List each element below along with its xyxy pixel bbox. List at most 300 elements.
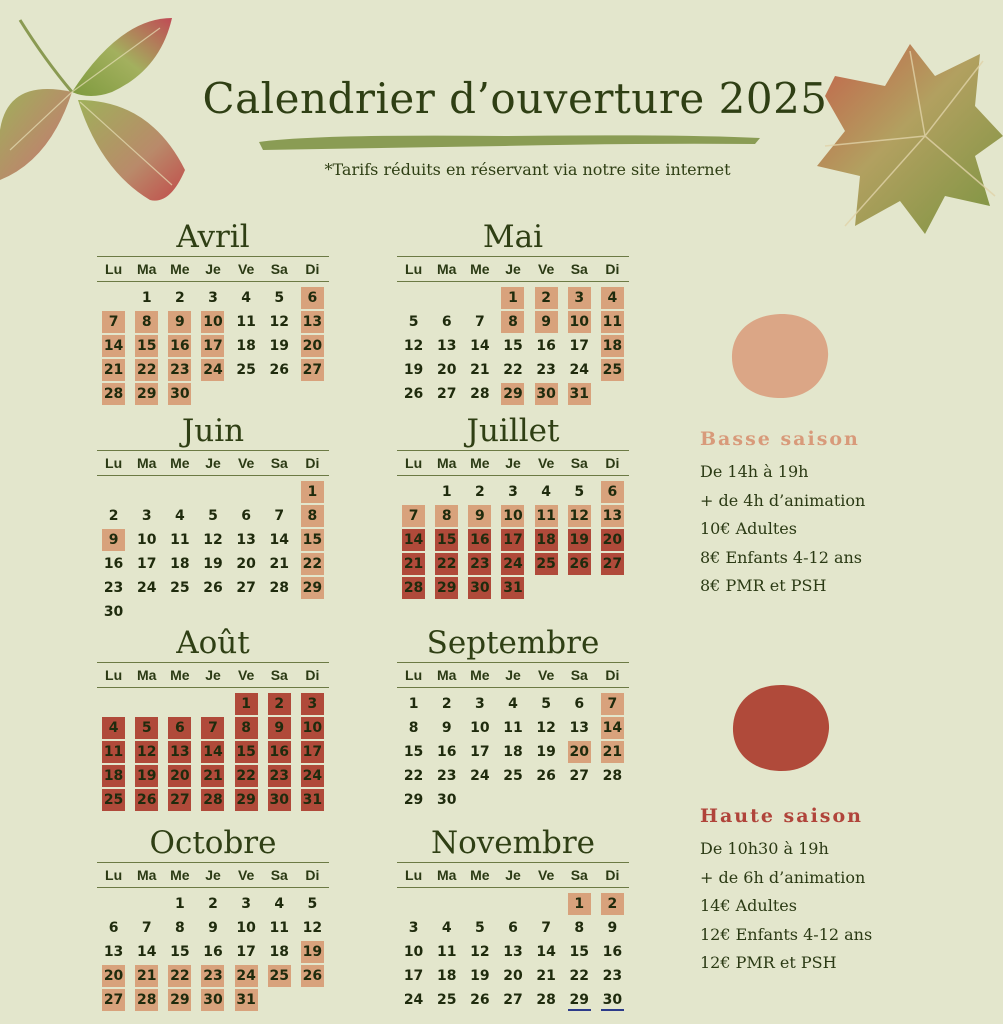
day-grid <box>397 480 629 600</box>
day-cell <box>97 788 130 812</box>
day-cell <box>563 552 596 576</box>
empty-cell <box>130 480 163 504</box>
day-cell <box>230 528 263 552</box>
day-number: 2 <box>601 893 624 915</box>
day-number: 8 <box>435 505 458 527</box>
day-cell <box>596 964 629 988</box>
day-number: 11 <box>102 741 125 763</box>
day-cell <box>530 480 563 504</box>
day-cell <box>530 964 563 988</box>
day-number: 16 <box>268 741 291 763</box>
day-number: 17 <box>501 529 524 551</box>
day-cell <box>397 382 430 406</box>
day-number: 19 <box>269 338 289 354</box>
day-number: 10 <box>501 505 524 527</box>
day-number: 5 <box>135 717 158 739</box>
day-cell <box>163 504 196 528</box>
day-cell <box>230 940 263 964</box>
day-number: 4 <box>241 290 251 306</box>
day-number: 2 <box>108 508 119 524</box>
day-number: 13 <box>436 338 457 354</box>
day-number: 1 <box>174 896 185 912</box>
month-2 <box>97 414 329 624</box>
day-number: 21 <box>601 741 624 763</box>
day-cell <box>97 916 130 940</box>
day-cell <box>230 692 263 716</box>
legend-basse-title: Basse saison <box>700 428 860 450</box>
day-cell <box>463 940 496 964</box>
day-number: 17 <box>301 741 324 763</box>
day-number: 15 <box>235 741 258 763</box>
day-number: 22 <box>168 965 191 987</box>
day-number: 11 <box>236 314 256 330</box>
day-cell <box>596 528 629 552</box>
day-number: 17 <box>569 338 589 354</box>
empty-cell <box>97 892 130 916</box>
weekday-label: Me <box>170 867 190 883</box>
day-cell <box>596 504 629 528</box>
day-cell <box>530 528 563 552</box>
month-0 <box>97 220 329 406</box>
page-title: Calendrier d’ouverture 2025 <box>202 74 828 123</box>
day-number: 21 <box>102 359 125 381</box>
day-number: 2 <box>174 290 185 306</box>
day-cell <box>97 310 130 334</box>
day-cell <box>496 764 529 788</box>
weekday-label: Je <box>205 867 221 883</box>
weekday-label: Ve <box>237 455 255 471</box>
day-number: 14 <box>269 532 289 548</box>
day-number: 1 <box>141 290 152 306</box>
day-number: 4 <box>102 717 125 739</box>
day-cell <box>596 764 629 788</box>
day-number: 3 <box>408 920 419 936</box>
weekday-header <box>397 256 629 282</box>
day-cell <box>130 286 163 310</box>
day-cell <box>230 916 263 940</box>
day-number: 26 <box>470 992 490 1008</box>
day-cell <box>530 988 563 1012</box>
weekday-label: Ma <box>436 667 457 683</box>
weekday-label: Je <box>505 667 521 683</box>
empty-cell <box>397 480 430 504</box>
day-number: 8 <box>235 717 258 739</box>
weekday-label: Lu <box>105 667 123 683</box>
day-cell <box>397 692 430 716</box>
day-number: 6 <box>241 508 251 524</box>
day-cell <box>430 916 463 940</box>
empty-cell <box>463 286 496 310</box>
day-number: 29 <box>168 989 191 1011</box>
weekday-label: Ma <box>136 455 157 471</box>
day-number: 7 <box>274 508 285 524</box>
day-number: 25 <box>503 768 523 784</box>
day-cell <box>563 504 596 528</box>
day-number: 27 <box>102 989 125 1011</box>
day-number: 30 <box>103 604 124 620</box>
legend-haute-line: 14€ Adultes <box>700 896 797 915</box>
brush-stroke-divider <box>255 128 765 152</box>
weekday-label: Lu <box>405 867 423 883</box>
weekday-label: Sa <box>270 261 288 277</box>
day-number: 8 <box>574 920 585 936</box>
day-cell <box>563 692 596 716</box>
day-number: 20 <box>301 335 324 357</box>
weekday-label: Je <box>505 455 521 471</box>
day-number: 18 <box>269 944 289 960</box>
day-cell <box>130 788 163 812</box>
day-number: 13 <box>503 944 523 960</box>
day-cell <box>563 310 596 334</box>
day-number: 2 <box>208 896 218 912</box>
day-number: 3 <box>474 696 485 712</box>
day-cell <box>430 528 463 552</box>
day-number: 28 <box>269 580 289 596</box>
day-cell <box>430 552 463 576</box>
day-number: 12 <box>470 944 490 960</box>
day-number: 6 <box>108 920 119 936</box>
day-number: 14 <box>601 717 624 739</box>
day-number: 10 <box>236 920 256 936</box>
day-number: 12 <box>203 532 223 548</box>
day-number: 2 <box>268 693 291 715</box>
day-number: 1 <box>235 693 258 715</box>
day-cell <box>530 740 563 764</box>
day-number: 19 <box>568 529 591 551</box>
day-number: 6 <box>168 717 191 739</box>
day-cell <box>463 358 496 382</box>
day-cell <box>496 358 529 382</box>
weekday-label: Ve <box>237 261 255 277</box>
day-cell <box>130 764 163 788</box>
weekday-label: Lu <box>405 667 423 683</box>
weekday-label: Me <box>470 455 490 471</box>
day-cell <box>530 286 563 310</box>
day-cell <box>296 334 329 358</box>
day-number: 9 <box>208 920 218 936</box>
day-cell <box>230 988 263 1012</box>
day-cell <box>563 988 596 1012</box>
day-number: 20 <box>168 765 191 787</box>
day-number: 1 <box>441 484 452 500</box>
day-cell <box>230 740 263 764</box>
day-number: 5 <box>574 484 585 500</box>
day-cell <box>496 692 529 716</box>
day-number: 10 <box>470 720 490 736</box>
empty-cell <box>196 692 229 716</box>
day-cell <box>463 552 496 576</box>
day-number: 9 <box>102 529 125 551</box>
day-number: 21 <box>470 362 490 378</box>
day-number: 8 <box>501 311 524 333</box>
empty-cell <box>530 892 563 916</box>
day-number: 30 <box>436 792 457 808</box>
day-cell <box>430 310 463 334</box>
day-cell <box>196 576 229 600</box>
day-number: 28 <box>602 768 623 784</box>
day-number: 5 <box>408 314 419 330</box>
day-number: 26 <box>203 580 223 596</box>
day-cell <box>196 988 229 1012</box>
day-number: 19 <box>301 941 324 963</box>
day-number: 6 <box>601 481 624 503</box>
day-cell <box>430 504 463 528</box>
weekday-label: Je <box>205 261 221 277</box>
day-number: 24 <box>403 992 424 1008</box>
day-cell <box>130 576 163 600</box>
day-number: 3 <box>141 508 152 524</box>
day-number: 18 <box>503 744 523 760</box>
day-cell <box>430 480 463 504</box>
day-number: 4 <box>174 508 185 524</box>
day-cell <box>230 764 263 788</box>
day-cell <box>163 552 196 576</box>
day-cell <box>196 552 229 576</box>
day-cell <box>263 964 296 988</box>
day-cell <box>397 740 430 764</box>
day-cell <box>563 716 596 740</box>
day-cell <box>463 504 496 528</box>
day-number: 4 <box>541 484 551 500</box>
weekday-label: Ve <box>537 455 555 471</box>
day-number: 14 <box>402 529 425 551</box>
month-name: Juillet <box>466 413 560 449</box>
day-number: 19 <box>403 362 424 378</box>
day-cell <box>463 716 496 740</box>
day-number: 29 <box>135 383 158 405</box>
day-number: 5 <box>208 508 218 524</box>
day-number: 23 <box>103 580 124 596</box>
empty-cell <box>97 692 130 716</box>
day-number: 13 <box>103 944 124 960</box>
day-cell <box>463 528 496 552</box>
day-cell <box>397 940 430 964</box>
day-cell <box>230 504 263 528</box>
day-cell <box>263 692 296 716</box>
day-grid <box>397 286 629 406</box>
weekday-label: Lu <box>405 261 423 277</box>
day-cell <box>296 964 329 988</box>
day-cell <box>196 286 229 310</box>
day-number: 4 <box>508 696 518 712</box>
day-cell <box>430 576 463 600</box>
weekday-label: Je <box>205 667 221 683</box>
day-number: 27 <box>168 789 191 811</box>
day-number: 24 <box>136 580 157 596</box>
day-number: 19 <box>536 744 556 760</box>
day-cell <box>230 964 263 988</box>
day-cell <box>496 716 529 740</box>
day-cell <box>563 286 596 310</box>
day-number: 23 <box>602 968 623 984</box>
day-cell <box>296 740 329 764</box>
day-cell <box>530 692 563 716</box>
day-number: 11 <box>601 311 624 333</box>
day-number: 14 <box>201 741 224 763</box>
day-number: 31 <box>501 577 524 599</box>
day-number: 23 <box>268 765 291 787</box>
day-cell <box>463 334 496 358</box>
day-cell <box>130 382 163 406</box>
day-number: 26 <box>403 386 424 402</box>
day-cell <box>263 286 296 310</box>
day-cell <box>163 310 196 334</box>
day-number: 20 <box>436 362 457 378</box>
day-number: 17 <box>136 556 157 572</box>
day-number: 1 <box>408 696 419 712</box>
day-number: 25 <box>535 553 558 575</box>
day-number: 25 <box>170 580 190 596</box>
weekday-label: Di <box>605 261 620 277</box>
day-cell <box>397 358 430 382</box>
weekday-label: Je <box>505 867 521 883</box>
day-number: 27 <box>236 580 256 596</box>
day-number: 6 <box>574 696 585 712</box>
day-cell <box>230 552 263 576</box>
weekday-label: Sa <box>270 867 288 883</box>
day-number: 14 <box>470 338 490 354</box>
day-cell <box>430 788 463 812</box>
day-cell <box>130 528 163 552</box>
day-cell <box>496 334 529 358</box>
day-cell <box>163 892 196 916</box>
month-name: Juin <box>181 413 245 449</box>
month-name: Septembre <box>426 625 600 661</box>
weekday-header <box>397 450 629 476</box>
day-cell <box>196 740 229 764</box>
weekday-label: Ma <box>436 867 457 883</box>
day-cell <box>430 940 463 964</box>
day-cell <box>397 576 430 600</box>
day-cell <box>596 940 629 964</box>
day-number: 11 <box>503 720 523 736</box>
day-number: 12 <box>135 741 158 763</box>
day-cell <box>263 740 296 764</box>
weekday-header <box>97 450 329 476</box>
weekday-label: Di <box>605 455 620 471</box>
day-number: 20 <box>236 556 256 572</box>
day-number: 9 <box>268 717 291 739</box>
day-number: 12 <box>536 720 556 736</box>
day-number: 23 <box>201 965 224 987</box>
month-name: Octobre <box>149 825 277 861</box>
day-cell <box>430 740 463 764</box>
day-cell <box>196 528 229 552</box>
day-number: 22 <box>569 968 589 984</box>
day-number: 25 <box>436 992 457 1008</box>
day-number: 21 <box>135 965 158 987</box>
empty-cell <box>397 286 430 310</box>
day-number: 5 <box>307 896 318 912</box>
day-cell <box>296 576 329 600</box>
day-cell <box>97 334 130 358</box>
day-number: 29 <box>301 577 324 599</box>
day-cell <box>263 358 296 382</box>
day-number: 10 <box>136 532 157 548</box>
day-number: 28 <box>536 992 556 1008</box>
weekday-label: Ve <box>237 867 255 883</box>
day-number: 15 <box>403 744 424 760</box>
day-cell <box>196 788 229 812</box>
day-number: 17 <box>236 944 256 960</box>
day-cell <box>97 740 130 764</box>
day-cell <box>263 916 296 940</box>
day-cell <box>163 286 196 310</box>
day-cell <box>163 740 196 764</box>
day-grid <box>97 692 329 812</box>
day-number: 13 <box>601 505 624 527</box>
day-number: 16 <box>168 335 191 357</box>
weekday-label: Di <box>305 261 320 277</box>
day-number: 16 <box>203 944 223 960</box>
day-grid <box>397 692 629 812</box>
day-number: 4 <box>441 920 452 936</box>
day-cell <box>130 740 163 764</box>
day-number: 31 <box>301 789 324 811</box>
day-number: 26 <box>301 965 324 987</box>
day-cell <box>496 286 529 310</box>
day-cell <box>463 964 496 988</box>
day-cell <box>430 988 463 1012</box>
day-cell <box>130 358 163 382</box>
day-cell <box>596 988 629 1012</box>
weekday-label: Lu <box>105 867 123 883</box>
day-number: 10 <box>568 311 591 333</box>
day-number: 31 <box>568 383 591 405</box>
day-cell <box>296 286 329 310</box>
month-1 <box>397 220 629 406</box>
day-number: 24 <box>569 362 589 378</box>
day-number: 11 <box>269 920 289 936</box>
day-cell <box>530 940 563 964</box>
day-cell <box>263 552 296 576</box>
day-grid <box>97 892 329 1012</box>
weekday-label: Ma <box>136 867 157 883</box>
day-cell <box>430 692 463 716</box>
day-cell <box>196 940 229 964</box>
day-cell <box>230 310 263 334</box>
day-number: 26 <box>536 768 556 784</box>
day-cell <box>463 740 496 764</box>
day-cell <box>496 940 529 964</box>
day-number: 30 <box>535 383 558 405</box>
weekday-label: Me <box>470 667 490 683</box>
day-number: 9 <box>441 720 452 736</box>
day-cell <box>296 716 329 740</box>
day-cell <box>163 358 196 382</box>
day-cell <box>97 552 130 576</box>
day-cell <box>196 892 229 916</box>
day-cell <box>496 988 529 1012</box>
day-cell <box>397 788 430 812</box>
day-number: 28 <box>102 383 125 405</box>
day-cell <box>496 382 529 406</box>
day-cell <box>596 916 629 940</box>
day-cell <box>463 576 496 600</box>
day-cell <box>596 716 629 740</box>
day-cell <box>130 504 163 528</box>
day-number: 7 <box>102 311 125 333</box>
day-cell <box>496 528 529 552</box>
day-cell <box>463 692 496 716</box>
day-number: 20 <box>503 968 523 984</box>
day-cell <box>196 916 229 940</box>
day-cell <box>496 504 529 528</box>
day-cell <box>496 916 529 940</box>
day-cell <box>430 382 463 406</box>
legend-haute-line: 12€ PMR et PSH <box>700 953 837 972</box>
day-number: 16 <box>536 338 556 354</box>
